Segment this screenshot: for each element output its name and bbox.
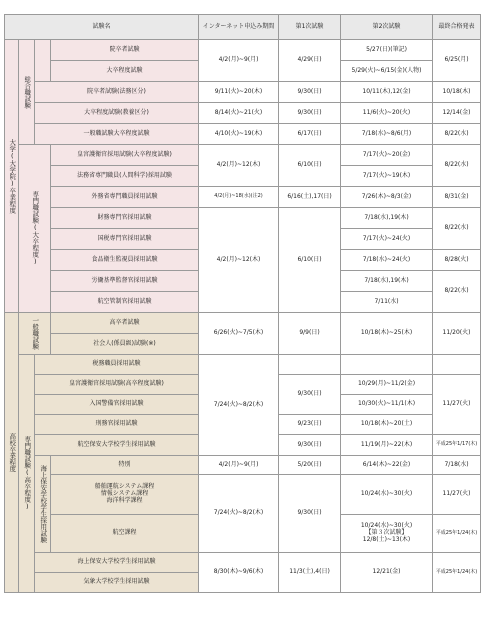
- exam-name: 航空課程: [51, 515, 199, 553]
- first-exam-date: 9/30(日): [279, 475, 341, 553]
- exam-name: 大卒程度試験: [51, 61, 199, 82]
- exam-name: 皇宮護衛官採用試験(大卒程度試験): [51, 145, 199, 166]
- exam-name: 特別: [51, 456, 199, 475]
- application-period: 7/24(火)~8/2(木): [199, 355, 279, 456]
- group-senmon-univ: 専門職試験(大卒程度): [19, 145, 51, 313]
- application-period: 4/2(月)~9(月): [199, 40, 279, 82]
- second-exam-date: 7/18(水)~24(火): [341, 250, 433, 271]
- table-row: [5, 475, 481, 515]
- header-exam-name: 試験名: [5, 15, 199, 40]
- second-exam-date: 7/17(火)~19(木): [341, 166, 433, 187]
- application-period: 4/2(月)~9(月): [199, 456, 279, 475]
- exam-name: 刑務官採用試験: [35, 415, 199, 435]
- group-sougou: 総合職試験: [19, 40, 35, 145]
- application-period: 4/2(月)~12(木): [199, 145, 279, 187]
- final-date: 8/31(金): [433, 187, 481, 208]
- exam-name: 法務省専門職員(人間科学)採用試験: [51, 166, 199, 187]
- final-date: 12/14(金): [433, 103, 481, 124]
- second-exam-date: 7/11(水): [341, 292, 433, 313]
- final-date: 8/22(水): [433, 271, 481, 313]
- final-date: 平成25年1/24(木): [433, 553, 481, 593]
- exam-name: 高卒者試験: [51, 313, 199, 334]
- group-kaijo: 海上保安学校学生採用試験: [35, 456, 51, 553]
- header-final: 最終合格発表: [433, 15, 481, 40]
- second-exam-date: 7/18(水),19(木): [341, 271, 433, 292]
- first-exam-date: 9/30(日): [279, 435, 341, 456]
- second-exam-date: 10/24(水)~30(火): [341, 475, 433, 515]
- table-row: [5, 456, 481, 475]
- exam-name: 大卒程度試験(教養区分): [35, 103, 199, 124]
- first-exam-date: 9/30(日): [279, 103, 341, 124]
- application-period: 8/30(木)~9/6(木): [199, 553, 279, 593]
- final-date: 平成25年1/24(木): [433, 515, 481, 553]
- second-exam-date: 10/24(水)~30(火) 【第３次試験】 12/8(土)~13(木): [341, 515, 433, 553]
- table-row: [5, 553, 481, 573]
- final-date: 平成25年1/17(木): [433, 435, 481, 456]
- application-period: 9/11(火)~20(木): [199, 82, 279, 103]
- first-exam-date: 4/29(日): [279, 40, 341, 82]
- exam-name: 社会人(係員級)試験(※): [51, 334, 199, 355]
- second-exam-date: 5/29(火)~6/15(金)(人物): [341, 61, 433, 82]
- second-exam-date: 12/21(金): [341, 553, 433, 593]
- group-senmon-high: 専門職試験(高卒程度): [19, 355, 35, 593]
- final-date: 6/25(月): [433, 40, 481, 82]
- final-date: 11/20(火): [433, 313, 481, 355]
- final-date: 8/22(水): [433, 208, 481, 250]
- exam-name: 食品衛生監視員採用試験: [51, 250, 199, 271]
- exam-name: 海上保安大学校学生採用試験: [35, 553, 199, 573]
- final-date: 11/27(火): [433, 375, 481, 435]
- table-row: [5, 313, 481, 334]
- exam-name: 院卒者試験(法務区分): [35, 82, 199, 103]
- first-exam-date: 6/16(土),17(日): [279, 187, 341, 208]
- exam-name: 院卒者試験: [51, 40, 199, 61]
- table-row: [5, 187, 481, 208]
- exam-name: 財務専門官採用試験: [51, 208, 199, 229]
- header-row: [5, 15, 481, 40]
- header-second-exam: 第2次試験: [341, 15, 433, 40]
- first-exam-date: 5/20(日): [279, 456, 341, 475]
- final-date: 8/22(水): [433, 124, 481, 145]
- application-period: 4/10(火)~19(木): [199, 124, 279, 145]
- second-exam-date: 7/18(水)~8/6(月): [341, 124, 433, 145]
- exam-name: 一般職試験大卒程度試験: [35, 124, 199, 145]
- first-exam-date: 9/30(日): [279, 82, 341, 103]
- table-row: [5, 82, 481, 103]
- second-exam-date: 7/18(水),19(木): [341, 208, 433, 229]
- second-exam-date: 6/14(木)~22(金): [341, 456, 433, 475]
- application-period: 8/14(火)~21(火): [199, 103, 279, 124]
- final-date: 11/27(火): [433, 475, 481, 515]
- second-exam-date: 10/30(火)~11/1(木): [341, 395, 433, 415]
- second-exam-date: 11/6(火)~20(火): [341, 103, 433, 124]
- application-period: 7/24(火)~8/2(木): [199, 475, 279, 553]
- second-exam-date: 10/18(木)~20(土): [341, 415, 433, 435]
- header-application: インターネット申込み期間: [199, 15, 279, 40]
- exam-name: 税務職員採用試験: [35, 355, 199, 375]
- exam-name: 国税専門官採用試験: [51, 229, 199, 250]
- group-high: 高校卒業程度: [5, 313, 19, 593]
- exam-name: 船舶運航システム課程 情報システム課程 海洋科学課程: [51, 475, 199, 515]
- final-date: 7/18(水): [433, 456, 481, 475]
- exam-name: 皇宮護衛官採用試験(高卒程度試験): [35, 375, 199, 395]
- exam-name: 入国警備官採用試験: [35, 395, 199, 415]
- first-exam-date: 9/9(日): [279, 313, 341, 355]
- group-ippan-high: 一般職試験: [19, 313, 51, 355]
- second-exam-date: 10/18(木)~25(木): [341, 313, 433, 355]
- table-row: [5, 103, 481, 124]
- first-exam-date: 6/10(日): [279, 145, 341, 187]
- exam-name: 気象大学校学生採用試験: [35, 573, 199, 593]
- second-exam-date: 7/26(木)~8/3(金): [341, 187, 433, 208]
- final-date: 8/28(火): [433, 250, 481, 271]
- exam-name: 航空管制官採用試験: [51, 292, 199, 313]
- first-exam-date: 9/30(日): [279, 375, 341, 415]
- table-row: [5, 355, 481, 375]
- exam-name: 労働基準監督官採用試験: [51, 271, 199, 292]
- second-exam-date: 7/17(火)~24(火): [341, 229, 433, 250]
- group-univ: 大学(大学院)卒業程度: [5, 40, 19, 313]
- table-row: [5, 124, 481, 145]
- exam-name: 航空保安大学校学生採用試験: [35, 435, 199, 456]
- application-period: 6/26(火)~7/5(木): [199, 313, 279, 355]
- second-exam-date: 10/11(木),12(金): [341, 82, 433, 103]
- second-exam-date: 5/27(日)(筆記): [341, 40, 433, 61]
- final-date: 10/18(木): [433, 82, 481, 103]
- first-exam-date: 6/17(日): [279, 124, 341, 145]
- application-period: 4/2(月)~12(木): [199, 208, 279, 313]
- second-exam-date: 10/29(月)~11/2(金): [341, 375, 433, 395]
- header-first-exam: 第1次試験: [279, 15, 341, 40]
- exam-name: 外務省専門職員採用試験: [51, 187, 199, 208]
- table-row: [5, 145, 481, 166]
- final-date: 8/22(水): [433, 145, 481, 187]
- first-exam-date: 6/10(日): [279, 208, 341, 313]
- second-exam-date: 7/17(火)~20(金): [341, 145, 433, 166]
- second-exam-date: 11/19(月)~22(木): [341, 435, 433, 456]
- table-row: [5, 208, 481, 229]
- application-period: 4/2(月)~18(水)(注2): [199, 187, 279, 208]
- first-exam-date: 9/23(日): [279, 415, 341, 435]
- exam-schedule-table: [4, 14, 481, 593]
- table-row: [5, 40, 481, 61]
- first-exam-date: 11/3(土),4(日): [279, 553, 341, 593]
